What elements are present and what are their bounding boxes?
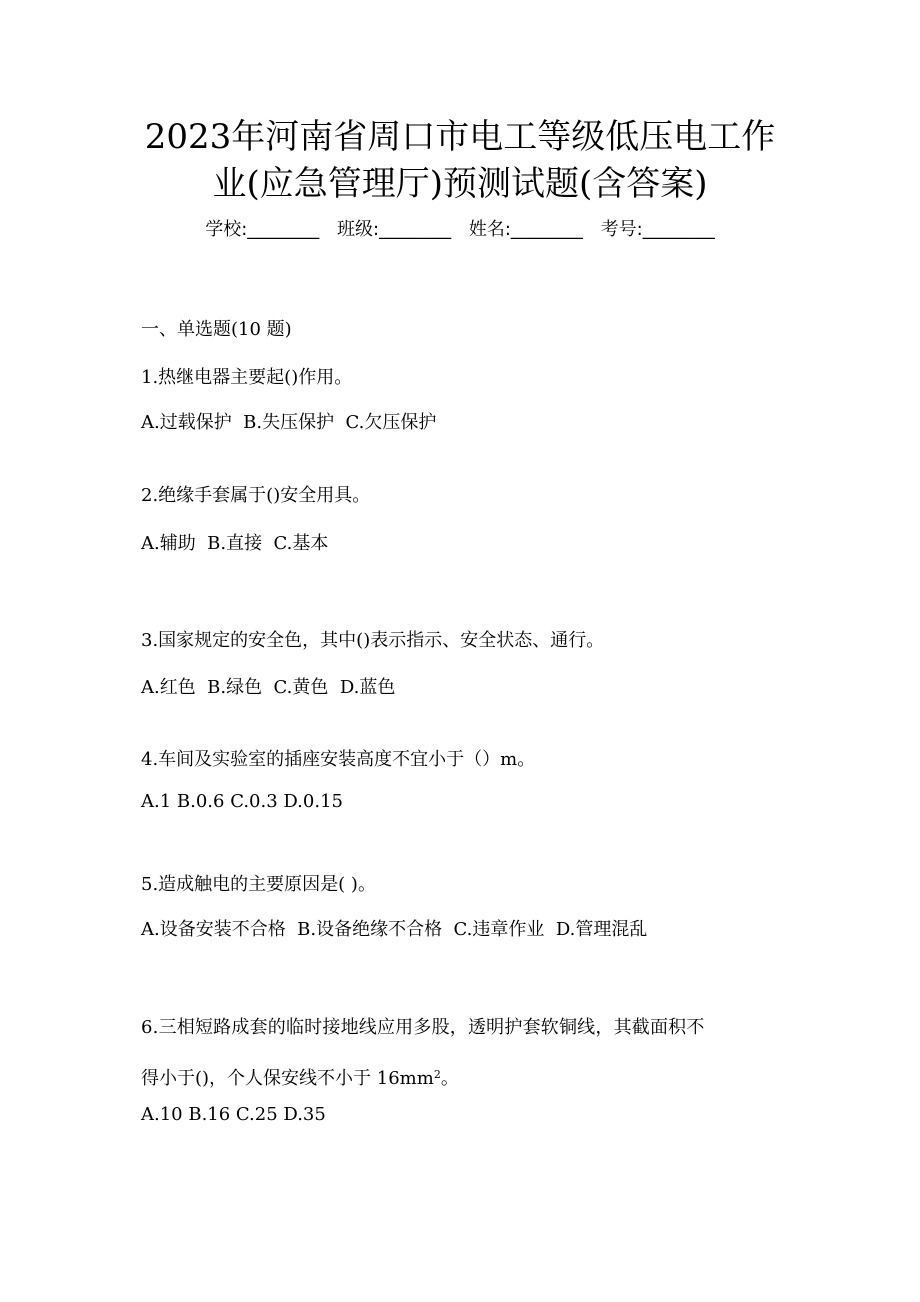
question-6-options: A.10 B.16 C.25 D.35 (141, 1104, 326, 1125)
exam-number-field: 考号:________ (600, 219, 715, 240)
class-field: 班级:________ (337, 219, 452, 240)
question-6-stem-line-2 (141, 1066, 459, 1092)
document-title-line-1: 2023年河南省周口市电工等级低压电工作 (144, 117, 776, 157)
section-heading: 一、单选题(10 题) (141, 319, 292, 340)
question-5-options: A.设备安装不合格 B.设备绝缘不合格 C.违章作业 D.管理混乱 (141, 919, 648, 940)
student-info-line (0, 217, 920, 243)
superscript-2: 2 (433, 1068, 441, 1081)
question-2-stem: 2.绝缘手套属于()安全用具。 (141, 485, 371, 506)
question-3-options: A.红色 B.绿色 C.黄色 D.蓝色 (141, 677, 396, 698)
question-6-stem-end: 。 (440, 1068, 459, 1089)
question-4-stem: 4.车间及实验室的插座安装高度不宜小于（）m。 (141, 749, 536, 770)
name-field: 姓名:________ (468, 219, 583, 240)
question-1-stem: 1.热继电器主要起()作用。 (141, 367, 353, 388)
school-field: 学校:________ (205, 219, 320, 240)
question-6-stem-line-1: 6.三相短路成套的临时接地线应用多股，透明护套软铜线，其截面积不 (141, 1017, 705, 1038)
question-1-options: A.过载保护 B.失压保护 C.欠压保护 (141, 412, 437, 433)
question-4-options: A.1 B.0.6 C.0.3 D.0.15 (141, 791, 343, 812)
document-title-line-2: 业(应急管理厅)预测试题(含答案) (212, 164, 708, 204)
question-2-options: A.辅助 B.直接 C.基本 (141, 533, 329, 554)
question-3-stem: 3.国家规定的安全色，其中()表示指示、安全状态、通行。 (141, 630, 605, 651)
question-6-stem-text: 得小于()，个人保安线不小于 16mm (141, 1068, 434, 1089)
question-5-stem: 5.造成触电的主要原因是( )。 (141, 874, 376, 895)
